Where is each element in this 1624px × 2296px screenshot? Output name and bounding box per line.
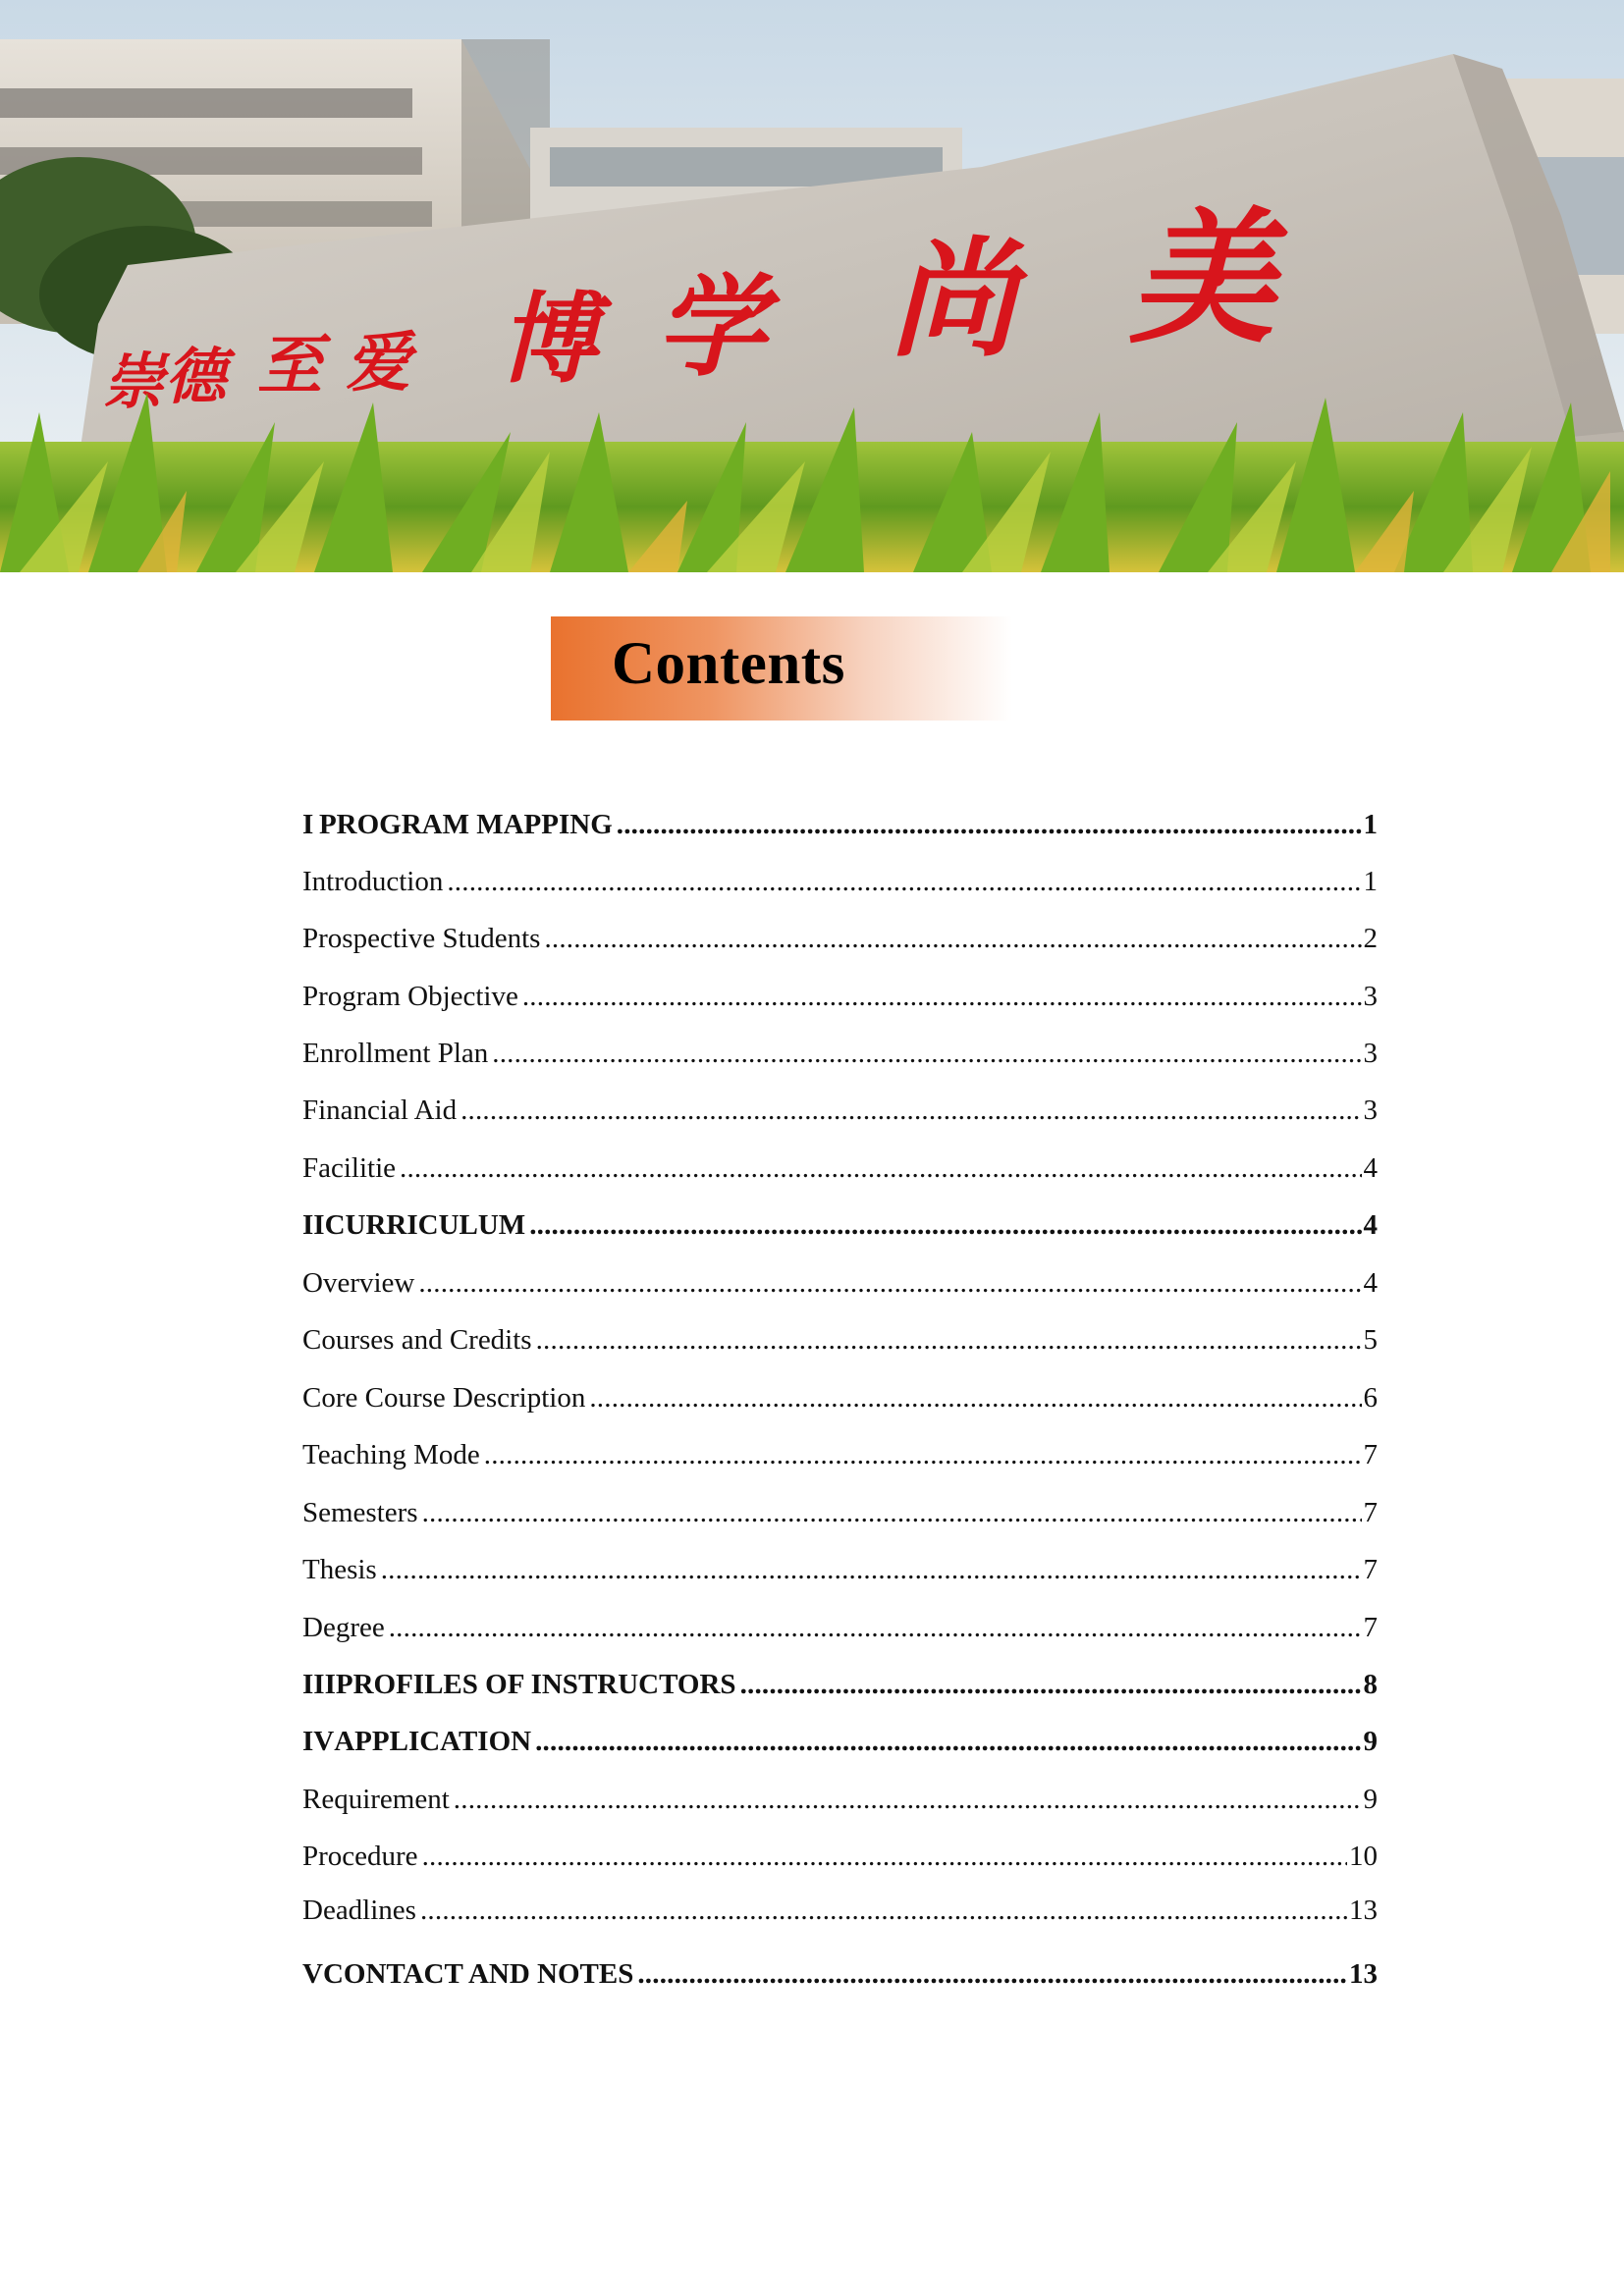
toc-page-number: 10 — [1349, 1841, 1378, 1872]
toc-dot-leader — [522, 977, 1362, 1016]
toc-entry[interactable] — [302, 862, 1378, 901]
toc-section-entry[interactable] — [302, 1205, 1378, 1245]
toc-entry-label: Procedure — [302, 1841, 418, 1872]
toc-page-number: 1 — [1363, 809, 1378, 840]
toc-entry-label: Facilitie — [302, 1152, 397, 1184]
toc-page-number: 2 — [1363, 923, 1378, 954]
toc-entry-label: APPLICATION — [334, 1726, 532, 1757]
toc-section-number: I — [302, 809, 314, 840]
toc-entry-label: PROFILES OF INSTRUCTORS — [335, 1669, 736, 1700]
toc-page-number: 13 — [1349, 1895, 1378, 1926]
toc-dot-leader — [454, 1780, 1362, 1819]
toc-section-number: II — [302, 1209, 325, 1241]
toc-entry-label: Introduction — [302, 866, 444, 897]
toc-entry-label: Requirement — [302, 1784, 450, 1815]
toc-page-number: 1 — [1363, 866, 1378, 897]
toc-entry-label: CONTACT AND NOTES — [322, 1958, 634, 1990]
toc-page-number: 4 — [1363, 1267, 1378, 1299]
toc-dot-leader — [460, 1091, 1361, 1130]
toc-page-number: 3 — [1363, 981, 1378, 1012]
toc-entry-label: Semesters — [302, 1497, 418, 1528]
toc-entry[interactable] — [302, 1263, 1378, 1303]
toc-entry[interactable] — [302, 1148, 1378, 1188]
toc-page-number: 7 — [1363, 1612, 1378, 1643]
toc-dot-leader — [484, 1435, 1362, 1474]
toc-entry[interactable] — [302, 1493, 1378, 1532]
inscription-char: 尚 — [889, 224, 1017, 374]
toc-entry[interactable] — [302, 1780, 1378, 1819]
toc-entry-label: Degree — [302, 1612, 385, 1643]
toc-entry[interactable] — [302, 1378, 1378, 1417]
toc-entry[interactable] — [302, 1320, 1378, 1360]
toc-dot-leader — [418, 1263, 1361, 1303]
toc-dot-leader — [617, 805, 1362, 844]
toc-dot-leader — [492, 1034, 1361, 1073]
toc-dot-leader — [420, 1891, 1347, 1930]
toc-dot-leader — [381, 1550, 1362, 1589]
toc-section-number: IV — [302, 1726, 335, 1757]
toc-entry-label: Teaching Mode — [302, 1439, 480, 1470]
toc-entry[interactable] — [302, 977, 1378, 1016]
toc-dot-leader — [535, 1722, 1361, 1761]
toc-entry[interactable] — [302, 1435, 1378, 1474]
toc-entry-label: Financial Aid — [302, 1095, 458, 1126]
toc-dot-leader — [637, 1954, 1347, 1994]
banner-photo — [0, 0, 1624, 572]
toc-entry[interactable] — [302, 1608, 1378, 1647]
toc-dot-leader — [422, 1493, 1362, 1532]
toc-entry-label: Core Course Description — [302, 1382, 586, 1414]
toc-dot-leader — [389, 1608, 1362, 1647]
inscription-char: 德 — [165, 341, 227, 412]
toc-dot-leader — [529, 1205, 1361, 1245]
inscription-char: 爱 — [346, 324, 410, 400]
toc-page-number: 3 — [1363, 1095, 1378, 1126]
toc-page-number: 4 — [1363, 1209, 1378, 1241]
toc-page-number: 13 — [1349, 1958, 1378, 1990]
toc-section-number: III — [302, 1669, 336, 1700]
toc-entry-label: Enrollment Plan — [302, 1038, 489, 1069]
toc-section-entry[interactable] — [302, 1722, 1378, 1761]
toc-entry-label: PROGRAM MAPPING — [318, 809, 613, 840]
toc-entry[interactable] — [302, 1837, 1378, 1876]
inscription-char: 至 — [257, 327, 322, 403]
toc-page-number: 9 — [1363, 1784, 1378, 1815]
toc-page-number: 7 — [1363, 1497, 1378, 1528]
page-title: Contents — [612, 631, 845, 697]
toc-dot-leader — [447, 862, 1361, 901]
toc-section-entry[interactable] — [302, 1954, 1378, 1994]
toc-page-number: 7 — [1363, 1439, 1378, 1470]
toc-entry-label: CURRICULUM — [324, 1209, 526, 1241]
toc-entry-label: Program Objective — [302, 981, 518, 1012]
toc-page-number: 9 — [1363, 1726, 1378, 1757]
toc-page-number: 5 — [1363, 1324, 1378, 1356]
toc-dot-leader — [400, 1148, 1361, 1188]
toc-entry[interactable] — [302, 1034, 1378, 1073]
toc-page-number: 7 — [1363, 1554, 1378, 1585]
toc-entry[interactable] — [302, 1550, 1378, 1589]
toc-entry-label: Thesis — [302, 1554, 377, 1585]
toc-entry[interactable] — [302, 1091, 1378, 1130]
toc-dot-leader — [544, 919, 1361, 958]
toc-dot-leader — [422, 1837, 1347, 1876]
inscription-char: 博 — [499, 281, 597, 397]
toc-page-number: 6 — [1363, 1382, 1378, 1414]
toc-entry-label: Deadlines — [302, 1895, 416, 1926]
inscription-char: 学 — [656, 263, 766, 392]
inscription-char: 崇 — [103, 346, 165, 417]
toc-dot-leader — [536, 1320, 1362, 1360]
toc-section-entry[interactable] — [302, 805, 1378, 844]
toc-dot-leader — [740, 1665, 1362, 1704]
toc-page-number: 3 — [1363, 1038, 1378, 1069]
toc-dot-leader — [589, 1378, 1361, 1417]
toc-entry[interactable] — [302, 1891, 1378, 1930]
contents-heading-box — [551, 616, 1012, 721]
inscription-char: 美 — [1129, 192, 1274, 363]
toc-page-number: 4 — [1363, 1152, 1378, 1184]
toc-entry-label: Courses and Credits — [302, 1324, 532, 1356]
toc-entry[interactable] — [302, 919, 1378, 958]
toc-page-number: 8 — [1363, 1669, 1378, 1700]
toc-section-number: V — [302, 1958, 323, 1990]
toc-entry-label: Prospective Students — [302, 923, 541, 954]
toc-section-entry[interactable] — [302, 1665, 1378, 1704]
toc-entry-label: Overview — [302, 1267, 415, 1299]
